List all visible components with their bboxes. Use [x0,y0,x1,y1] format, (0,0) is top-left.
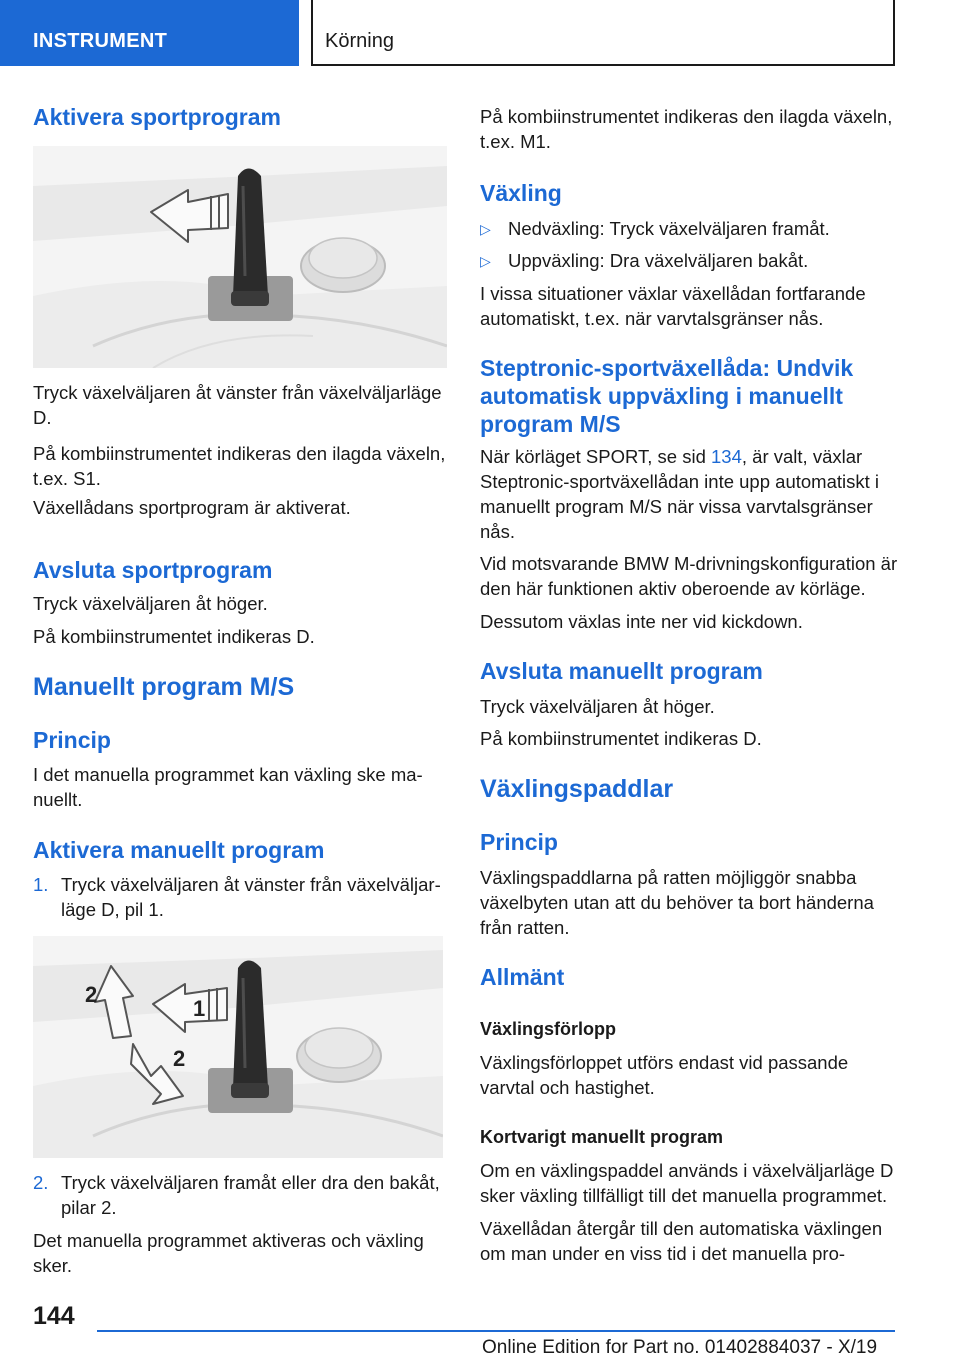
sport-on-text-2: På kombiinstrumentet indikeras den ilagda växeln, t.ex. S1. [33,443,446,489]
paddles-principle-heading: Princip [480,829,558,855]
gear-selector-drawing [33,146,447,368]
step-2-number: 2. [33,1172,49,1193]
bullet-downshift-text: Nedväxling: Tryck växelväljaren framåt. [508,218,830,239]
gear-selector-arrows-drawing [33,936,443,1158]
arrow-2-label-bottom: 2 [173,1046,186,1071]
short-manual-heading: Kortvarigt manuellt program [480,1127,724,1147]
sport-off-text-1: Tryck växelväljaren åt höger. [33,593,268,614]
manual-on-heading: Aktivera manuellt program [33,837,325,863]
step-2-text: Tryck växelväljaren framåt eller dra den bakåt, pilar 2. [61,1172,440,1218]
manual-off-heading: Avsluta manuellt program [480,658,763,684]
step-1-number: 1. [33,874,49,895]
shift-text: I vissa situationer växlar växellådan fortfarande automatiskt, t.ex. när varvtalsgränser nås. [480,283,866,329]
shift-heading: Växling [480,180,562,206]
footer-divider [97,1330,895,1332]
bullet-downshift [480,216,900,241]
manual-off-text-2: På kombiinstrumentet indikeras D. [480,728,762,749]
step-1-text: Tryck växelväljaren åt vänster från växelväljarläge D, pil 1. [61,874,441,920]
gear-selector-illustration-2 [33,936,443,1158]
principle-text: I det manuella programmet kan växling ske manuellt. [33,764,423,810]
steptronic-text-2: Vid motsvarande BMW M-drivningskonfiguration är den här funktionen aktiv oberoende av körläge. [480,553,898,599]
shift-sequence-heading: Växlingsförlopp [480,1019,617,1039]
sport-on-text-3: Växellådans sportprogram är aktiverat. [33,497,351,518]
steptronic-heading: Steptronic-sportväxellåda: Undvik automatisk uppväxling i manuellt program M/S [480,355,854,437]
principle-heading: Princip [33,727,111,753]
step-1 [33,872,447,922]
bullet-upshift [480,248,900,273]
gear-selector-illustration-1 [33,146,447,368]
triangle-bullet-icon: ▷ [480,221,491,237]
triangle-bullet-icon: ▷ [480,253,491,269]
general-heading: Allmänt [480,964,565,990]
arrow-2-label-top: 2 [85,982,98,1007]
chapter-box [311,0,895,66]
sport-off-text-2: På kombiinstrumentet indikeras D. [33,626,315,647]
sport-off-heading: Avsluta sportprogram [33,557,273,583]
section-label: INSTRUMENT [33,30,168,52]
paddles-heading: Växlingspaddlar [480,775,674,803]
shift-sequence-text: Växlingsförloppet utförs endast vid passande varvtal och hastighet. [480,1052,849,1098]
page-link-134[interactable]: 134 [711,446,742,467]
step-2 [33,1170,447,1220]
short-manual-text-2: Växellådan återgår till den automatiska växlingen om man under en viss tid i det manuella pro- [480,1218,883,1264]
edition-text: Online Edition for Part no. 01402884037 - X/19 [482,1337,878,1358]
sport-on-text-1: Tryck växelväljaren åt vänster från växelväljarläge D. [33,382,442,428]
section-tab [0,0,299,66]
steptronic-text-1a: När körläget SPORT, se sid [480,446,711,467]
bullet-upshift-text: Uppväxling: Dra växelväljaren bakåt. [508,250,809,271]
manual-program-heading: Manuellt program M/S [33,673,295,701]
steptronic-text-1 [480,444,900,544]
chapter-label: Körning [325,30,394,52]
manual-off-text-1: Tryck växelväljaren åt höger. [480,696,715,717]
page-number: 144 [33,1302,75,1330]
sport-on-heading: Aktivera sportprogram [33,104,281,130]
short-manual-text-1: Om en växlingspaddel används i växelväljarläge D sker växling tillfälligt till det manuella programmet. [480,1160,894,1206]
arrow-1-label: 1 [193,996,206,1021]
manual-on-text: Det manuella programmet aktiveras och växling sker. [33,1230,424,1276]
kombi-m1-text: På kombiinstrumentet indikeras den ilagda växeln, t.ex. M1. [480,106,893,152]
steptronic-text-1b: , är valt, växlar Steptronic-sportväxellådan inte upp automatiskt i manuellt program M/S när vissa varvtalsgränser nås. [480,446,879,542]
steptronic-text-3: Dessutom växlas inte ner vid kickdown. [480,611,803,632]
paddles-principle-text: Växlingspaddlarna på ratten möjliggör snabba växelbyten utan att du behöver ta bort händerna från ratten. [480,867,874,938]
